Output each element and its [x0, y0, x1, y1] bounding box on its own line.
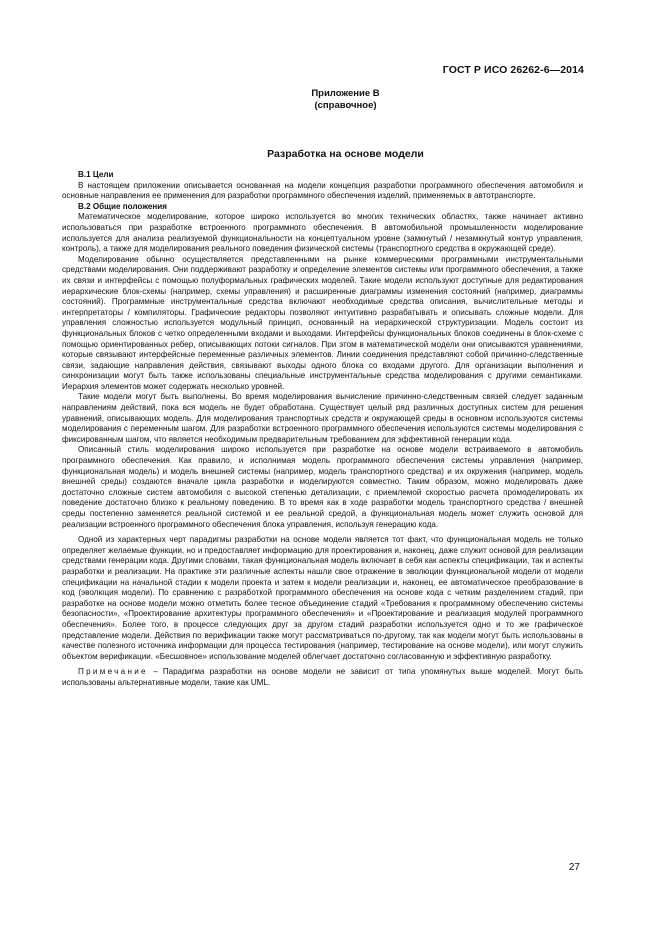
- paragraph: Одной из характерных черт парадигмы разработки на основе модели является тот факт, что функциональная модель не только определяет желаемые функции, но и предоставляет информацию для проектирования и, наконец, даже служит основой для реализации средствами генерации кода. Другими словами, такая функциональная модель включает в себя как аспекты спецификации, так и аспекты разработки и реализации. На практике эти различные аспекты нашли свое отражение в эволюции функциональной модели от модели спецификации на начальной стадии к модели проекта и затем к модели реализации и, наконец, ее автоматическое преобразование в код (эволюция модели). По сравнению с разработкой программного обеспечения на основе кода с четким разделением стадий, при разработке на основе модели можно отметить более тесное объединение стадий «Требования к программному обеспечению системы безопасности», «Проектирование архитектуры программного обеспечения» и «Проектирование и реализация модулей программного обеспечения». Более того, в процессе следующих друг за другом стадий разработки используется одно и то же графическое представление модели. Действия по верификации также могут рассматриваться по-другому, так как модели могут быть использованы в качестве полезного источника информации для процесса тестирования (например, тестирование на основе модели), или могут служить объектом верификации. «Бесшовное» использование моделей облегчает достаточно согласованную и эффективную разработку.: [62, 535, 583, 661]
- paragraph: Описанный стиль моделирования широко используется при разработке на основе модели встраиваемого в автомобиль программного обеспечения. Как правило, и исполнимая модель программного обеспечения системы управления (например, функциональная модель) и модель внешней системы (например, модель транспортного средства) и их окружения (например, модель внешней среды) создаются вначале цикла разработки и моделируются совместно. Таким образом, можно моделировать даже достаточно сложные систем автомобиля с высокой степенью детализации, с приемлемой скоростью расчета промоделировать их поведение достаточно близко к реальному поведению. В то время как в ходе разработки модель транспортного средства / внешней среды постепенно заменяется реальной системой и ее реальной средой, а функциональная модель может служить основой для реализации встроенного программного обеспечения блока управления, используя генерацию кода.: [62, 445, 583, 529]
- note-text: – Парадигма разработки на основе модели не зависит от типа упомянутых выше моделей. Могут быть использованы альтернативные модели, такие как UML.: [62, 667, 583, 687]
- annex-title: Приложение В: [311, 88, 380, 99]
- note-label: Примечание: [78, 667, 148, 677]
- section-1-paragraph: В настоящем приложении описывается основанная на модели концепция разработки программного обеспечения автомобиля и основные направления ее применения для разработки программного обеспечения изделий, применяемых в автотранспорте.: [62, 180, 583, 201]
- annex-type: (справочное): [314, 100, 377, 111]
- document-title: Разработка на основе модели: [267, 148, 424, 160]
- section-1-heading: В.1 Цели: [78, 170, 114, 179]
- standard-code: ГОСТ Р ИСО 26262-6—2014: [442, 64, 584, 76]
- paragraph: Такие модели могут быть выполнены. Во время моделирования вычисление причинно-следственным связей следует заданным направлениям действий, пока вся модель не будет обработана. Существует целый ряд различных доступных систем для решения уравнений, описывающих модель. Для моделирования транспортных средств и окружающей среды в основном используются системы моделирования с переменным шагом. Для разработки встроенного программного обеспечения используются системы моделирования с фиксированным шагом, что является необходимым предварительным требованием для эффективной генерации кода.: [62, 392, 583, 444]
- paragraph: Математическое моделирование, которое широко используется во многих технических областях, также начинает активно использоваться при разработке встроенного программного обеспечения. В автомобильной промышленности моделирование используется для анализа реализуемой функциональности на концептуальном уровне (замкнутый / незамкнутый контур управления, контроль), а также для моделирования реального поведения физической системы (транспортного средства в окружающей среде).: [62, 212, 583, 254]
- annex-heading: [0, 88, 661, 112]
- note: [62, 667, 583, 688]
- paragraph: Моделирование обычно осуществляется представленными на рынке коммерческими программными инструментальными средствами моделирования. Они поддерживают разработку и определение элементов системы или программного обеспечения, а также их связи и интерфейсы с помощью полуформальных графических моделей. Такие модели используют доступные для редактирования иерархические блок-схемы (например, схемы управления) и расширенные диаграммы изменения состояний (например, диаграммы состояний). Программные инструментальные средства включают необходимые средства описания, вычислительные методы и интерпретаторы / компиляторы. Графические редакторы позволяют интуитивно разрабатывать и описывать сложные модели. Для управления сложностью используется модульный принцип, основанный на иерархической структуризации. Модель состоит из функциональных блоков с четко определенными входами и выходами. Интерфейсы функциональных блоков соединены в блок-схеме с помощью ориентированных ребер, описывающих потоки сигналов. При этом в математической модели они описываются уравнениями, которые связывают интерфейсные переменные различных элементов. Линии соединения представляют собой причинно-следственные связи, задающие направления действия, связывают выходы одного блока со входами другого. Для организации выполнения и синхронизации могут быть также использованы специальные инструментальные средства моделирования с другими семантиками. Иерархия элементов может содержать несколько уровней.: [62, 254, 583, 391]
- section-2-heading: В.2 Общие положения: [78, 201, 167, 211]
- body-text: [62, 170, 583, 689]
- page-number: 27: [568, 862, 580, 873]
